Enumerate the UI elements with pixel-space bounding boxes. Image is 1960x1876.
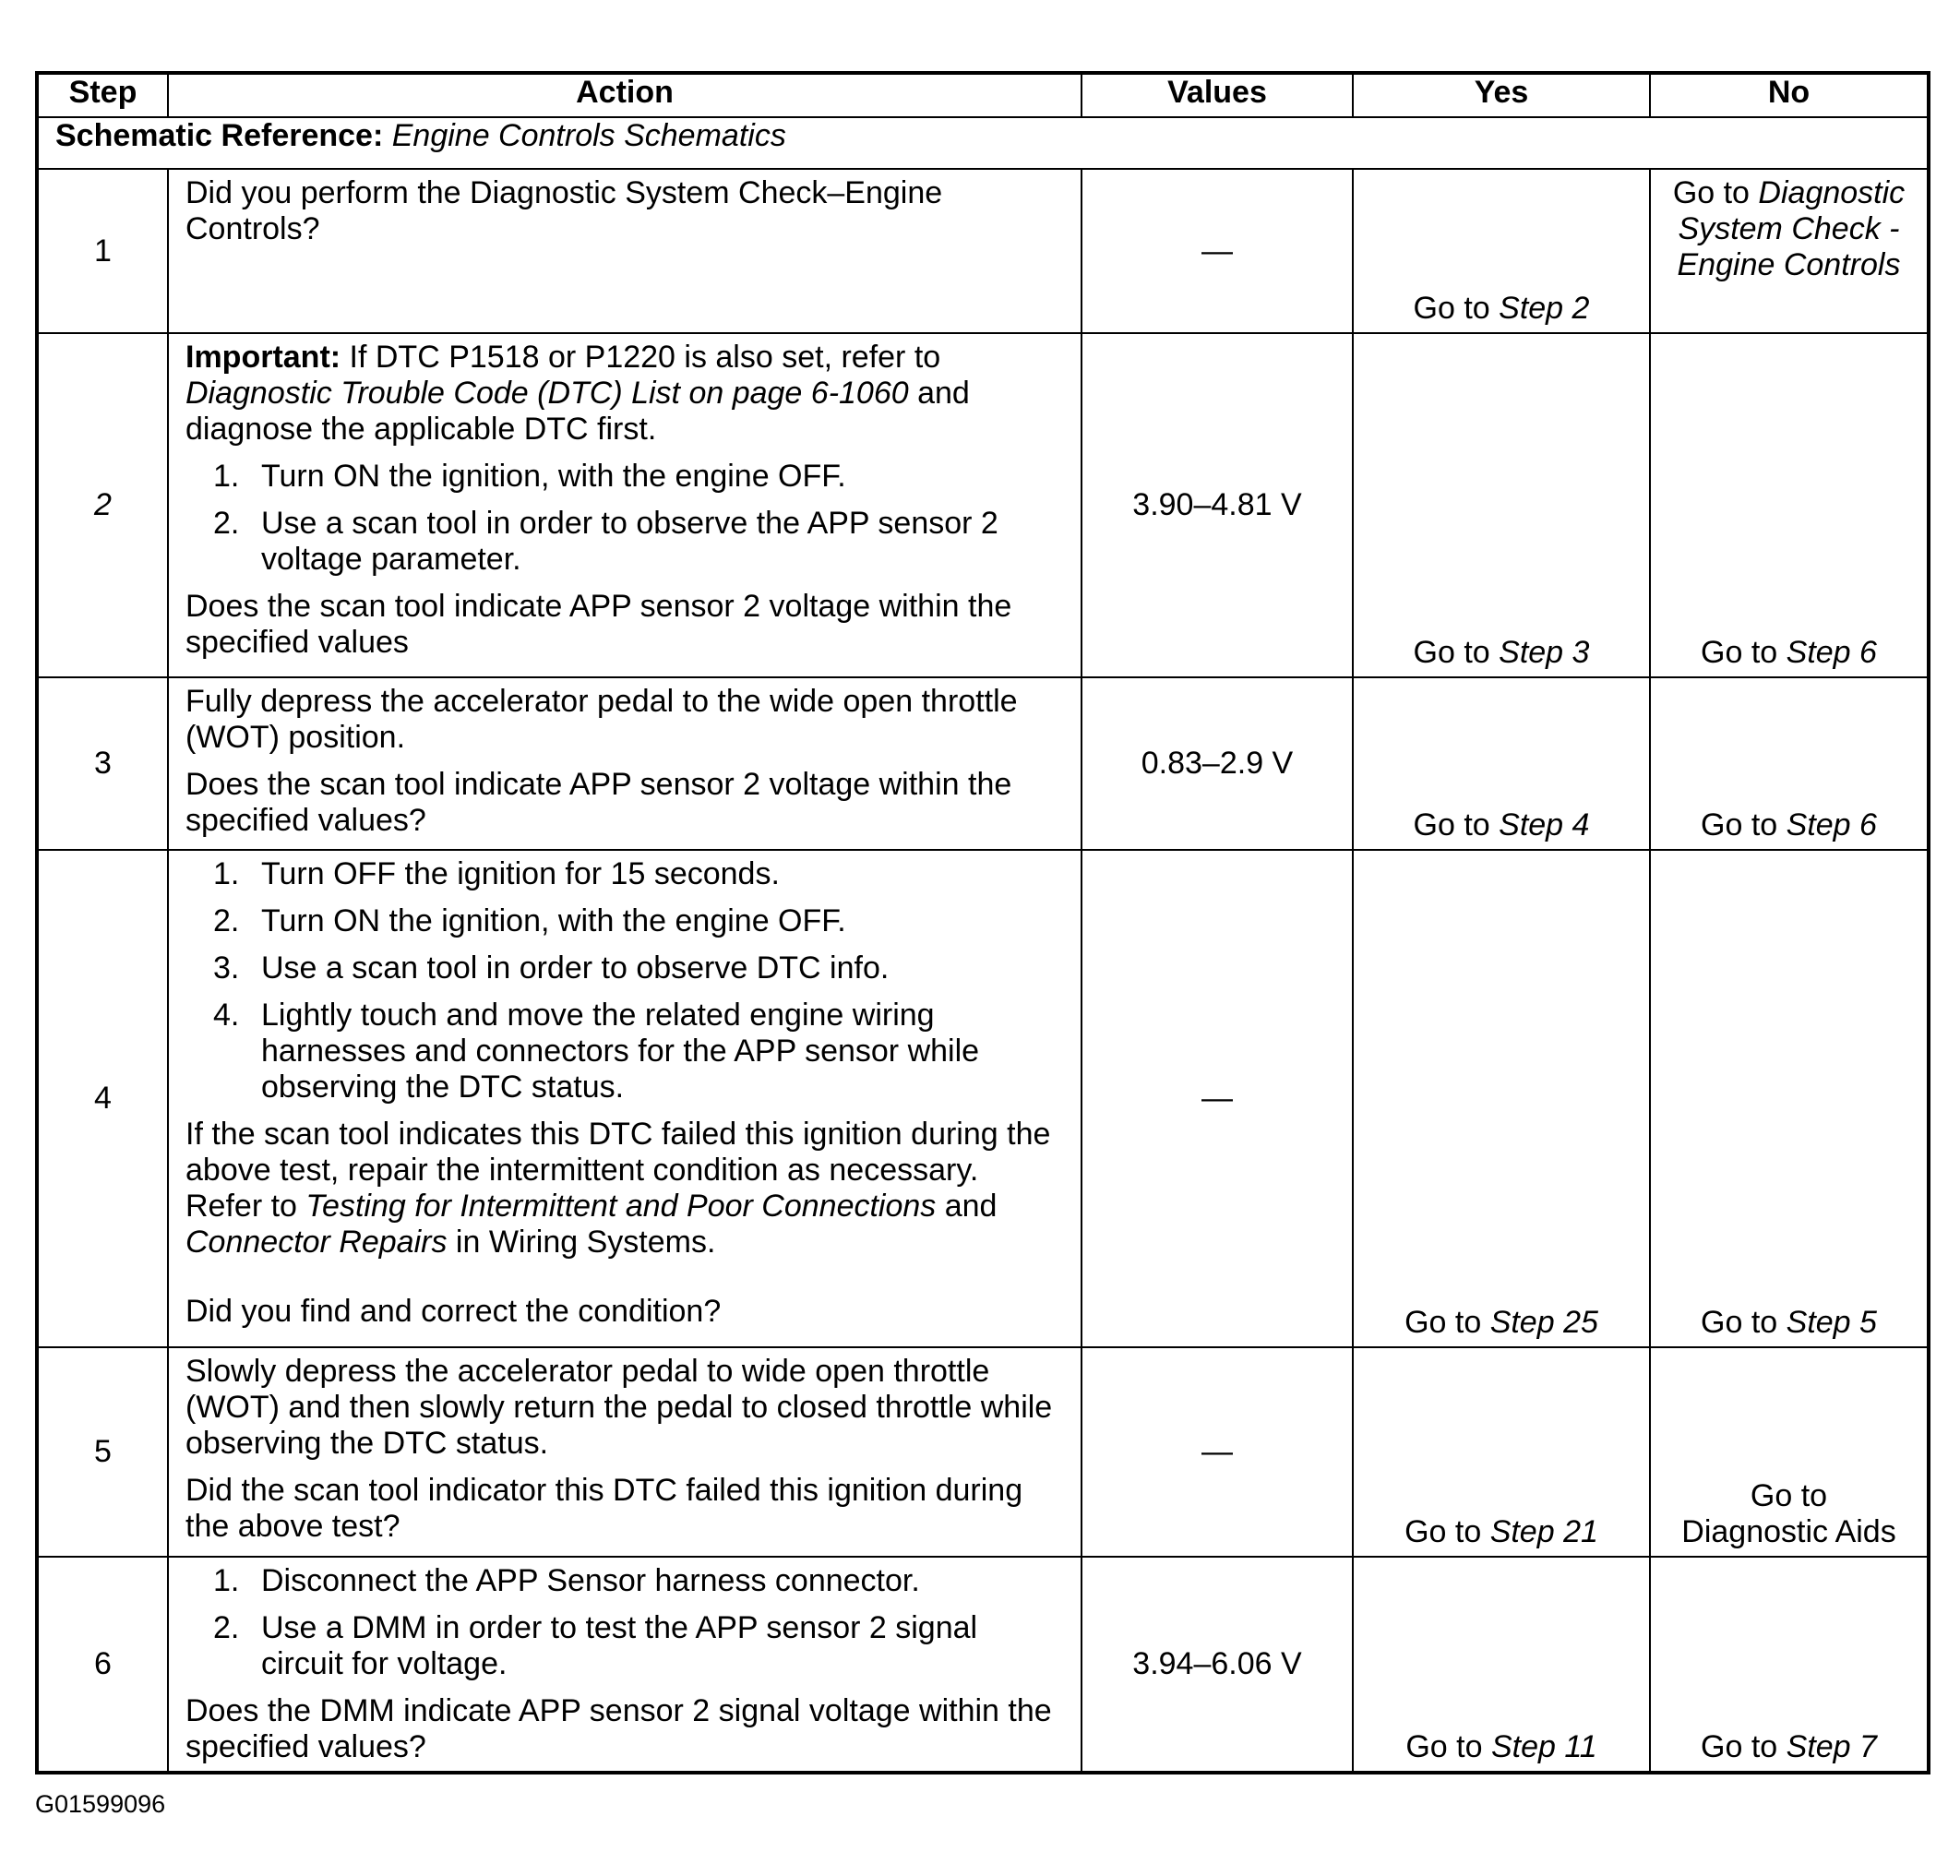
step-number: 1 xyxy=(37,169,168,333)
value-cell: 3.94–6.06 V xyxy=(1082,1557,1353,1773)
list-item: 3. Use a scan tool in order to observe DTC info. xyxy=(213,950,890,986)
procedure-list xyxy=(185,1563,1062,1682)
action-text-part: and xyxy=(936,1189,998,1224)
list-item: 2. Use a scan tool in order to observe the APP sensor 2 voltage parameter. xyxy=(213,506,998,577)
connector-repairs-link[interactable]: Connector Repairs xyxy=(185,1225,448,1260)
schematic-label: Schematic Reference: xyxy=(55,118,384,153)
step-number: 5 xyxy=(37,1347,168,1557)
no-link[interactable]: Diagnostic Aids xyxy=(1681,1514,1896,1549)
action-question: Did the scan tool indicator this DTC failed this ignition during the above test? xyxy=(185,1473,1023,1544)
yes-link[interactable]: Step 4 xyxy=(1499,807,1590,842)
yes-link[interactable]: Step 21 xyxy=(1489,1514,1598,1549)
important-text: If DTC P1518 or P1220 is also set, refer to xyxy=(341,340,941,375)
procedure-list xyxy=(185,459,1062,578)
list-item: 1. Turn OFF the ignition for 15 seconds. xyxy=(213,856,780,891)
table-row xyxy=(37,677,1929,850)
dtc-list-link[interactable]: Diagnostic Trouble Code (DTC) List on page 6-1060 xyxy=(185,376,909,411)
no-prefix: Go to xyxy=(1701,635,1787,670)
no-cell xyxy=(1650,677,1929,850)
value-cell: 0.83–2.9 V xyxy=(1082,677,1353,850)
no-link[interactable]: Step 6 xyxy=(1786,807,1877,842)
header-row xyxy=(37,73,1929,117)
header-action: Action xyxy=(168,73,1082,117)
list-item-text: Use a scan tool in order to observe the APP sensor 2 voltage parameter. xyxy=(261,506,998,577)
action-text-part: in Wiring Systems. xyxy=(447,1225,716,1260)
action-text: Fully depress the accelerator pedal to the wide open throttle (WOT) position. xyxy=(185,684,1018,755)
header-yes: Yes xyxy=(1353,73,1650,117)
list-item-text: Turn ON the ignition, with the engine OFF. xyxy=(261,903,846,938)
step-number: 2 xyxy=(37,333,168,677)
no-prefix: Go to xyxy=(1701,807,1787,842)
action-cell xyxy=(168,333,1082,677)
table-row xyxy=(37,169,1929,333)
important-note xyxy=(185,340,1062,448)
yes-cell xyxy=(1353,169,1650,333)
yes-prefix: Go to xyxy=(1404,1514,1490,1549)
action-text: Slowly depress the accelerator pedal to wide open throttle (WOT) and then slowly return the pedal to closed throttle while observing the DTC status. xyxy=(185,1354,1053,1461)
no-cell xyxy=(1650,850,1929,1347)
list-item-text: Use a scan tool in order to observe DTC info. xyxy=(261,950,890,986)
diagnostic-table xyxy=(35,71,1930,1774)
header-step: Step xyxy=(37,73,168,117)
list-item: 1. Disconnect the APP Sensor harness connector. xyxy=(213,1563,920,1598)
schematic-link[interactable]: Engine Controls Schematics xyxy=(391,118,786,153)
step-number: 6 xyxy=(37,1557,168,1773)
value-cell: — xyxy=(1082,850,1353,1347)
action-question: Does the DMM indicate APP sensor 2 signal voltage within the specified values? xyxy=(185,1693,1052,1764)
procedure-list xyxy=(185,856,1062,1105)
important-label: Important: xyxy=(185,340,341,375)
list-item: 2. Use a DMM in order to test the APP sensor 2 signal circuit for voltage. xyxy=(213,1610,978,1681)
no-link[interactable]: Step 7 xyxy=(1786,1729,1877,1764)
list-item-text: Turn OFF the ignition for 15 seconds. xyxy=(261,856,780,891)
yes-prefix: Go to xyxy=(1404,1305,1490,1340)
list-item-text: Disconnect the APP Sensor harness connector. xyxy=(261,1563,920,1598)
no-prefix: Go to xyxy=(1750,1478,1828,1513)
yes-cell xyxy=(1353,1557,1650,1773)
yes-prefix: Go to xyxy=(1413,807,1500,842)
value-cell: — xyxy=(1082,1347,1353,1557)
header-values: Values xyxy=(1082,73,1353,117)
schematic-reference xyxy=(37,117,1929,169)
list-item: 2. Turn ON the ignition, with the engine OFF. xyxy=(213,903,846,938)
no-prefix: Go to xyxy=(1672,175,1759,210)
yes-cell xyxy=(1353,677,1650,850)
no-prefix: Go to xyxy=(1701,1729,1787,1764)
table-row xyxy=(37,1347,1929,1557)
yes-cell xyxy=(1353,333,1650,677)
no-cell xyxy=(1650,333,1929,677)
no-link[interactable]: Step 6 xyxy=(1786,635,1877,670)
action-cell xyxy=(168,677,1082,850)
action-cell xyxy=(168,1557,1082,1773)
important-text-end: and diagnose the applicable DTC first. xyxy=(185,376,970,447)
value-cell: 3.90–4.81 V xyxy=(1082,333,1353,677)
action-text xyxy=(185,1117,1062,1261)
step-number: 3 xyxy=(37,677,168,850)
step-number: 4 xyxy=(37,850,168,1347)
intermittent-link[interactable]: Testing for Intermittent and Poor Connections xyxy=(305,1189,937,1224)
action-cell xyxy=(168,1347,1082,1557)
yes-link[interactable]: Step 25 xyxy=(1489,1305,1598,1340)
no-cell xyxy=(1650,1557,1929,1773)
list-item: 1. Turn ON the ignition, with the engine OFF. xyxy=(213,459,846,494)
value-cell: — xyxy=(1082,169,1353,333)
yes-prefix: Go to xyxy=(1413,635,1500,670)
action-question: Does the scan tool indicate APP sensor 2 voltage within the specified values xyxy=(185,589,1012,660)
table-row xyxy=(37,1557,1929,1773)
action-cell xyxy=(168,169,1082,333)
yes-link[interactable]: Step 2 xyxy=(1499,291,1590,326)
yes-cell xyxy=(1353,850,1650,1347)
list-item-text: Use a DMM in order to test the APP sensor 2 signal circuit for voltage. xyxy=(261,1610,978,1681)
no-link[interactable]: Step 5 xyxy=(1786,1305,1877,1340)
list-item-text: Lightly touch and move the related engine wiring harnesses and connectors for the APP sensor while observing the DTC status. xyxy=(261,998,980,1105)
yes-prefix: Go to xyxy=(1413,291,1500,326)
list-item-text: Turn ON the ignition, with the engine OFF. xyxy=(261,459,846,494)
table-row xyxy=(37,333,1929,677)
no-link[interactable]: Diagnostic System Check - Engine Controls xyxy=(1677,175,1906,282)
yes-cell xyxy=(1353,1347,1650,1557)
action-text-part: If the scan tool indicates this DTC failed this ignition during the above test, repair the intermittent condition as necessary. Refer to xyxy=(185,1117,1051,1224)
no-prefix: Go to xyxy=(1701,1305,1787,1340)
header-no: No xyxy=(1650,73,1929,117)
yes-link[interactable]: Step 11 xyxy=(1490,1729,1597,1764)
action-cell xyxy=(168,850,1082,1347)
no-cell xyxy=(1650,169,1929,333)
figure-id: G01599096 xyxy=(35,1790,166,1818)
action-text: Did you perform the Diagnostic System Check–Engine Controls? xyxy=(185,175,943,246)
yes-prefix: Go to xyxy=(1405,1729,1491,1764)
schematic-reference-row xyxy=(37,117,1929,169)
yes-link[interactable]: Step 3 xyxy=(1499,635,1590,670)
table-row xyxy=(37,850,1929,1347)
action-question: Does the scan tool indicate APP sensor 2 voltage within the specified values? xyxy=(185,767,1012,838)
action-question: Did you find and correct the condition? xyxy=(185,1294,722,1329)
list-item: 4. Lightly touch and move the related engine wiring harnesses and connectors for the APP sensor while observing the DTC status. xyxy=(213,998,980,1105)
no-cell xyxy=(1650,1347,1929,1557)
